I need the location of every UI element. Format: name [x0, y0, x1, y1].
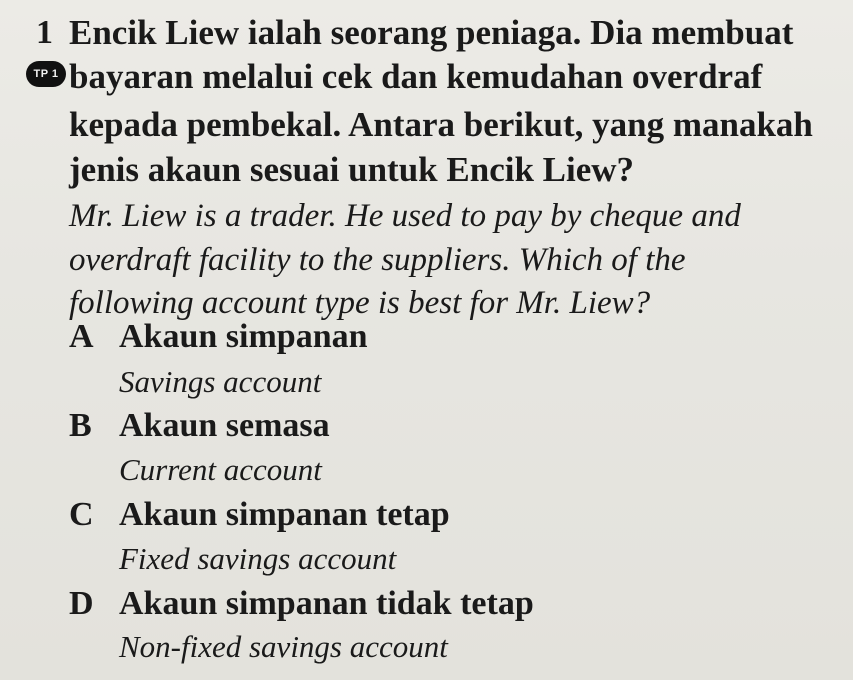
option-malay-text: Akaun simpanan tetap — [119, 496, 450, 533]
question-malay-line-4: jenis akaun sesuai untuk Encik Liew? — [69, 150, 635, 189]
option-letter: B — [69, 407, 92, 444]
option-malay-text: Akaun simpanan tidak tetap — [119, 585, 534, 622]
option-letter: A — [69, 318, 94, 355]
option-english-text: Fixed savings account — [119, 541, 397, 576]
tp-level-badge-icon: TP 1 — [26, 61, 66, 87]
question-number: 1 — [36, 14, 53, 51]
option-english-text: Non-fixed savings account — [119, 629, 448, 664]
question-malay-line-1: Encik Liew ialah seorang peniaga. Dia membuat — [69, 13, 794, 52]
option-letter: C — [69, 496, 94, 533]
question-english-line-3: following account type is best for Mr. Liew? — [69, 285, 651, 321]
option-malay-text: Akaun semasa — [119, 407, 330, 444]
option-english-text: Savings account — [119, 364, 322, 399]
question-malay-line-3: kepada pembekal. Antara berikut, yang manakah — [69, 105, 813, 144]
question-english-line-1: Mr. Liew is a trader. He used to pay by cheque and — [69, 198, 741, 234]
option-letter: D — [69, 585, 94, 622]
option-malay-text: Akaun simpanan — [119, 318, 368, 355]
option-english-text: Current account — [119, 452, 322, 487]
question-english-line-2: overdraft facility to the suppliers. Which of the — [69, 242, 686, 278]
question-malay-line-2: bayaran melalui cek dan kemudahan overdraf — [69, 57, 763, 96]
